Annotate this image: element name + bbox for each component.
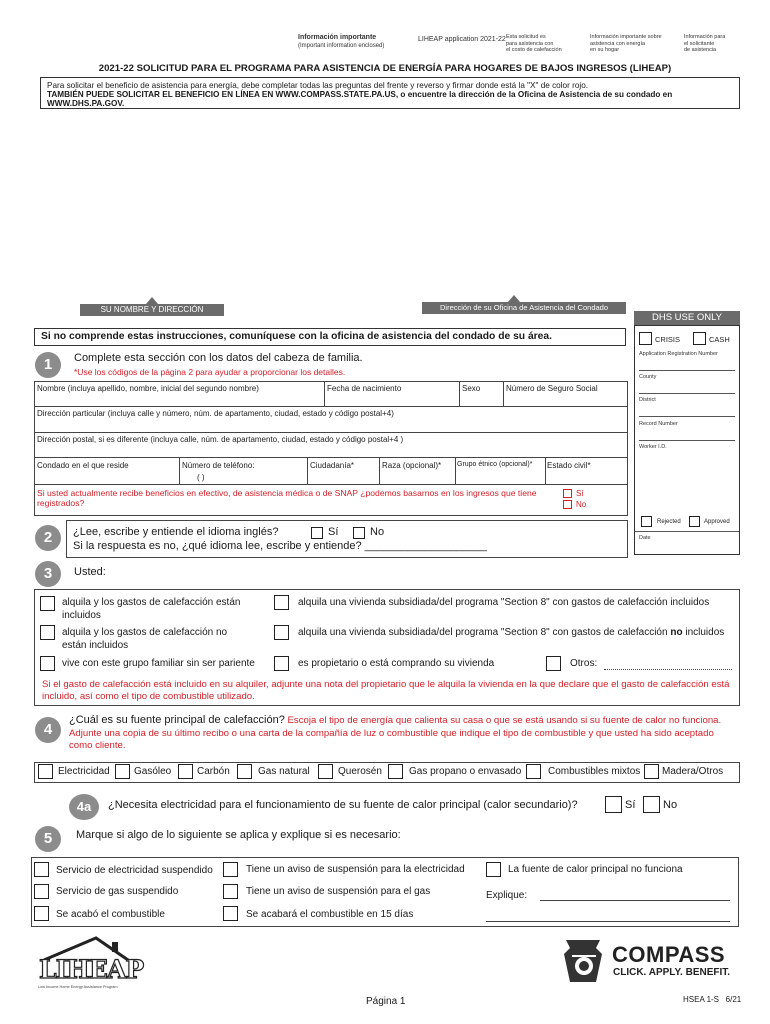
intro-line-2: TAMBIÉN PUEDE SOLICITAR EL BENEFICIO EN LÍNEA EN WWW.COMPASS.STATE.PA.US, o encuentre la dirección de la Oficina de Asistencia de su condado en WWW.DHS.PA.GOV.	[47, 90, 673, 108]
english-no-checkbox[interactable]	[353, 527, 365, 539]
heat-not-working-checkbox[interactable]	[486, 862, 501, 877]
section-3-note: Si el gasto de calefacción está incluido en su alquiler, adjunte una nota del propietario que le alquila la vivienda en la que declare que el gasto de calefacción está incluido, así como el tipo de combustible utilizado.	[42, 679, 730, 702]
section-5-number: 5	[35, 826, 61, 852]
county-office-notch	[508, 295, 520, 302]
english-yes-checkbox[interactable]	[311, 527, 323, 539]
header-blurb-4b: asistencia con energía	[590, 40, 646, 47]
instructions-banner: Si no comprende estas instrucciones, comuníquese con la oficina de asistencia del condado de su área.	[34, 328, 626, 346]
heat-source-instructions-3: sido aceptado como cliente.	[69, 727, 714, 751]
owner-checkbox[interactable]	[274, 656, 289, 671]
mail-address-label: Dirección postal, si es diferente (incluya calle, núm. de apartamento, ciudad, estado y código postal+4 )	[37, 435, 404, 444]
name-field-label: Nombre (incluya apellido, nombre, inicial del segundo nombre)	[37, 384, 259, 393]
fuel-natural-gas-label: Gas natural	[258, 766, 310, 777]
cash-label: CASH	[709, 335, 730, 344]
header-blurb-1a: Información importante	[298, 34, 377, 41]
rent-heat-not-included-label	[62, 626, 227, 652]
benefits-no-checkbox[interactable]	[563, 500, 572, 509]
section8-not-included-tail: incluidos	[685, 627, 725, 638]
cash-checkbox[interactable]	[693, 332, 706, 345]
electric-suspended-checkbox[interactable]	[34, 862, 49, 877]
intro-line-1: Para solicitar el beneficio de asistencia para energía, debe completar todas las preguntas del frente y reverso y firmar donde está la "X" de color rojo.	[47, 81, 589, 90]
language-question: ¿Lee, escribe y entiende el idioma inglés?	[73, 526, 279, 538]
fuel-electricity-checkbox[interactable]	[38, 764, 53, 779]
app-reg-line	[639, 370, 735, 371]
fuel-out-checkbox[interactable]	[34, 906, 49, 921]
liheap-logo	[36, 934, 144, 992]
section8-included-checkbox[interactable]	[274, 595, 289, 610]
rejected-label: Rejected	[657, 519, 681, 525]
gas-notice-checkbox[interactable]	[223, 884, 238, 899]
header-blurb-3	[506, 34, 562, 54]
district-line	[639, 416, 735, 417]
fuel-oil-label: Gasóleo	[134, 766, 172, 777]
app-reg-label: Application Registration Number	[639, 351, 718, 357]
citizen-field-label: Ciudadanía*	[310, 461, 355, 470]
header-blurb-5	[684, 34, 725, 54]
rent-heat-included-label	[62, 596, 240, 622]
row-sep-1	[35, 406, 627, 407]
ethnic-field-label: Grupo étnico (opcional)*	[457, 461, 533, 468]
gas-notice-label: Tiene un aviso de suspensión para el gas	[246, 886, 431, 897]
intro-box	[40, 77, 740, 109]
secondary-heat-yes-label: Sí	[625, 799, 636, 811]
rent-heat-included-line2: incluidos	[62, 610, 101, 621]
secondary-heat-question: ¿Necesita electricidad para el funcionamiento de su fuente de calor principal (calor secundario)?	[108, 799, 578, 811]
rejected-checkbox[interactable]	[641, 516, 652, 527]
district-label: District	[639, 397, 656, 403]
section8-not-included-label	[298, 627, 724, 638]
name-address-notch	[146, 297, 158, 304]
form-number: HSEA 1-S 6/21	[683, 995, 742, 1004]
header-blurb-4	[590, 34, 662, 54]
fuel-out-label: Se acabó el combustible	[56, 909, 165, 920]
phone-field-label: Número de teléfono:	[182, 461, 255, 470]
compass-tagline: CLICK. APPLY. BENEFIT.	[613, 967, 731, 978]
record-line	[639, 440, 735, 441]
heat-source-instructions-1: Escoja el tipo de energía que calienta su casa o que se está usando si su fuente de calor no	[287, 715, 680, 726]
fuel-mixed-checkbox[interactable]	[526, 764, 541, 779]
section-4a-number: 4a	[69, 794, 99, 820]
section-4-number: 4	[35, 717, 61, 743]
ssn-field-label: Número de Seguro Social	[506, 384, 598, 393]
row-sep-4	[35, 484, 627, 485]
row-sep-3	[35, 457, 627, 458]
worker-label: Worker I.D.	[639, 444, 667, 450]
rent-heat-not-included-checkbox[interactable]	[40, 625, 55, 640]
approved-checkbox[interactable]	[689, 516, 700, 527]
col-ssn	[503, 382, 504, 406]
explain-line-1[interactable]	[540, 900, 730, 901]
section-1-title: Complete esta sección con los datos del cabeza de familia.	[74, 352, 363, 364]
owner-label: es propietario o está comprando su vivienda	[298, 658, 495, 669]
section-5-title: Marque si algo de lo siguiente se aplica y explique si es necesario:	[76, 829, 401, 841]
secondary-heat-yes-checkbox[interactable]	[605, 796, 622, 813]
county-field-label: Condado en el que reside	[37, 461, 129, 470]
fuel-wood-label: Madera/Otros	[662, 766, 724, 777]
other-housing-label: Otros:	[570, 658, 598, 669]
fuel-propane-label: Gas propano o envasado	[409, 766, 522, 777]
keystone-icon	[560, 938, 606, 984]
header-blurb-4c: en su hogar	[590, 47, 620, 53]
col-dob	[324, 382, 325, 406]
section8-not-included-checkbox[interactable]	[274, 625, 289, 640]
header-blurb-5b: el solicitante	[684, 40, 715, 47]
county-label: County	[639, 374, 657, 380]
gas-suspended-checkbox[interactable]	[34, 884, 49, 899]
dhs-panel	[634, 325, 740, 555]
section-4-text	[69, 714, 733, 753]
rent-heat-included-line1: alquila y los gastos de calefacción están	[62, 597, 241, 608]
fuel-mixed-label: Combustibles mixtos	[548, 766, 641, 777]
heat-source-instructions-2: funciona. Adjunte una copia de su último recibo o una carta de la compañía de luz o combustible que indique el tipo de combustible y que usted ha	[69, 715, 722, 739]
secondary-heat-no-label: No	[663, 799, 678, 811]
electric-suspended-label: Servicio de electricidad suspendido	[56, 865, 213, 876]
col-sex	[459, 382, 460, 406]
liheap-wordmark: LIHEAP	[39, 955, 144, 984]
sex-field-label: Sexo	[462, 384, 481, 393]
crisis-label: CRISIS	[655, 335, 681, 344]
fuel-kerosene-checkbox[interactable]	[318, 764, 333, 779]
section8-not-included-emph: no	[670, 627, 683, 638]
english-yes-label: Sí	[328, 526, 339, 538]
header-blurb-4a: Información importante sobre	[590, 34, 662, 40]
fuel-15-days-checkbox[interactable]	[223, 906, 238, 921]
section-3-number: 3	[35, 561, 61, 587]
other-language-question: Si la respuesta es no, ¿qué idioma lee, escribe y entiende? ____________________	[73, 540, 488, 552]
county-line	[639, 393, 735, 394]
dhs-use-header: DHS USE ONLY	[634, 311, 740, 325]
other-housing-checkbox[interactable]	[546, 656, 561, 671]
fuel-kerosene-label: Querosén	[338, 766, 382, 777]
header-blurb-1b: (Important information enclosed)	[298, 43, 385, 49]
col-phone	[179, 457, 180, 484]
home-address-label: Dirección particular (incluya calle y número, núm. de apartamento, ciudad, estado y código postal+4)	[37, 409, 394, 418]
benefits-question: Si usted actualmente recibe beneficios en efectivo, de asistencia médica o de SNAP ¿podemos basarnos en los ingresos que tiene registrados?	[37, 488, 537, 508]
fuel-oil-checkbox[interactable]	[115, 764, 130, 779]
section-1-grid	[34, 381, 628, 516]
non-relative-label: vive con este grupo familiar sin ser pariente	[62, 658, 255, 669]
record-label: Record Number	[639, 421, 678, 427]
fuel-natural-gas-checkbox[interactable]	[237, 764, 252, 779]
secondary-heat-no-checkbox[interactable]	[643, 796, 660, 813]
fuel-coal-checkbox[interactable]	[178, 764, 193, 779]
section-2-number: 2	[35, 525, 61, 551]
header-blurb-5c: de asistencia	[684, 47, 717, 53]
electric-notice-label: Tiene un aviso de suspensión para la electricidad	[246, 864, 465, 875]
col-citizen	[307, 457, 308, 484]
header-blurb-3a: Esta solicitud es	[506, 34, 546, 40]
rent-heat-not-included-line1: alquila y los gastos de calefacción no	[62, 627, 228, 638]
gas-suspended-label: Servicio de gas suspendido	[56, 886, 179, 897]
crisis-checkbox[interactable]	[639, 332, 652, 345]
col-race	[379, 457, 380, 484]
explain-label: Explique:	[486, 890, 528, 901]
form-title: 2021-22 SOLICITUD PARA EL PROGRAMA PARA ASISTENCIA DE ENERGÍA PARA HOGARES DE BAJOS INGRESOS (LIHEAP)	[98, 63, 672, 74]
benefits-yes-checkbox[interactable]	[563, 489, 572, 498]
fuel-wood-checkbox[interactable]	[644, 764, 659, 779]
liheap-subtitle: Low Income Home Energy Assistance Program	[38, 985, 118, 989]
name-address-label: SU NOMBRE Y DIRECCIÓN	[80, 304, 224, 316]
heat-not-working-label: La fuente de calor principal no funciona	[508, 864, 683, 875]
header-blurb-1	[298, 34, 384, 50]
fuel-propane-checkbox[interactable]	[388, 764, 403, 779]
fuel-15-days-label: Se acabará el combustible en 15 días	[246, 909, 414, 920]
rent-heat-not-included-line2: están incluidos	[62, 640, 129, 651]
approved-label: Approved	[704, 519, 730, 525]
county-office-label: Dirección de su Oficina de Asistencia del Condado	[422, 302, 626, 314]
dhs-date-line	[635, 531, 739, 532]
phone-paren: ( )	[197, 473, 205, 482]
benefits-no-label: No	[576, 500, 587, 509]
dob-field-label: Fecha de nacimiento	[327, 384, 402, 393]
rent-heat-included-checkbox[interactable]	[40, 596, 55, 611]
row-sep-2	[35, 432, 627, 433]
date-label: Date	[639, 535, 651, 541]
page-number: Página 1	[366, 996, 406, 1007]
marital-field-label: Estado civil*	[547, 461, 591, 470]
fuel-coal-label: Carbón	[197, 766, 230, 777]
electric-notice-checkbox[interactable]	[223, 862, 238, 877]
section-1-number: 1	[35, 352, 61, 378]
header-blurb-5a: Información para	[684, 34, 726, 40]
compass-wordmark: COMPASS	[612, 942, 726, 967]
other-housing-line	[604, 669, 732, 670]
section-3-title: Usted:	[74, 566, 106, 578]
header-blurb-2: LIHEAP application 2021-22	[418, 36, 506, 43]
section-1-note: *Use los códigos de la página 2 para ayudar a proporcionar los detalles.	[74, 367, 346, 377]
compass-logo	[560, 938, 745, 986]
fuel-electricity-label: Electricidad	[58, 766, 110, 777]
explain-line-2[interactable]	[486, 921, 730, 922]
benefits-yes-label: Sí	[576, 489, 584, 498]
english-no-label: No	[370, 526, 385, 538]
section8-not-included-text: alquila una vivienda subsidiada/del programa "Section 8" con gastos de calefacción	[298, 627, 668, 638]
section8-included-label: alquila una vivienda subsidiada/del programa "Section 8" con gastos de calefacción incluidos	[298, 597, 710, 608]
heat-source-question: ¿Cuál es su fuente principal de calefacción?	[69, 714, 285, 726]
col-marital	[545, 457, 546, 484]
header-blurb-3c: el costo de calefacción	[506, 47, 562, 53]
col-ethnic	[455, 457, 456, 484]
header-blurb-3b: para asistencia con	[506, 40, 554, 47]
non-relative-checkbox[interactable]	[40, 656, 55, 671]
race-field-label: Raza (opcional)*	[382, 461, 442, 470]
